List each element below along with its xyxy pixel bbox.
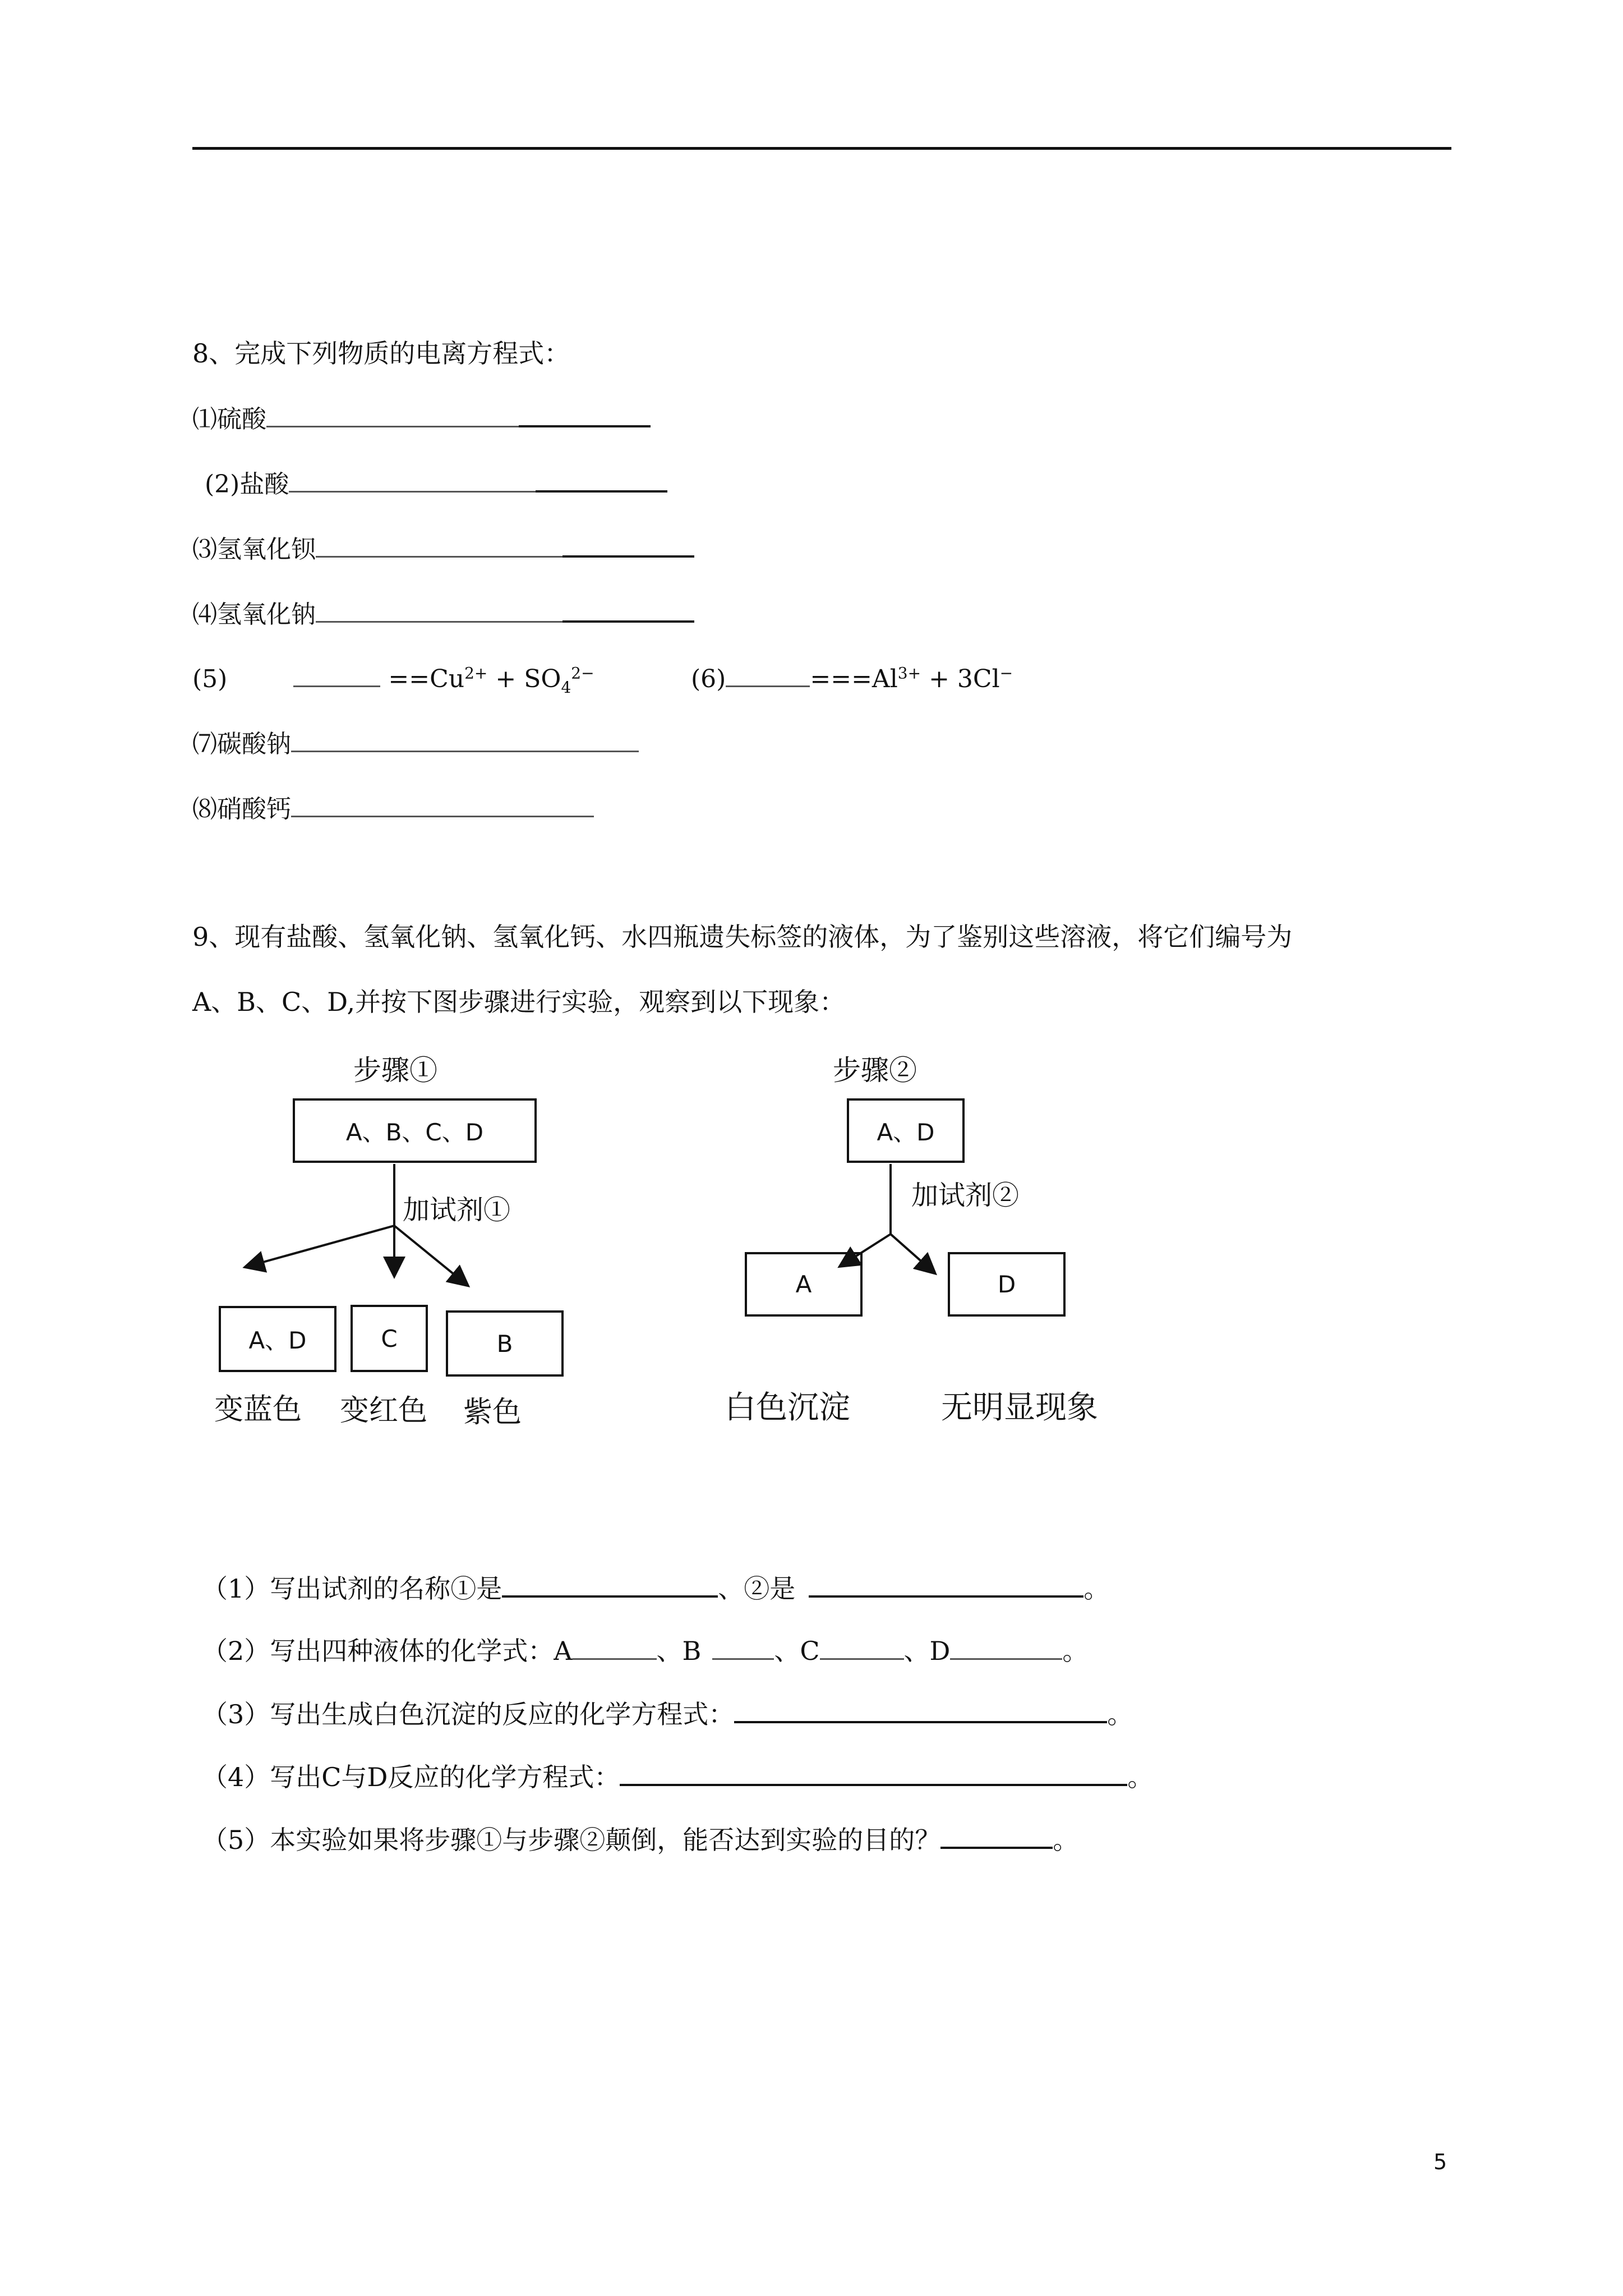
step2-box: A、D — [847, 1098, 965, 1163]
q8-item-6: $(6) ===Al^{3+} + 3Cl^-$ — [691, 661, 1013, 696]
answer-blank[interactable] — [950, 1634, 1062, 1660]
box-b: B — [446, 1310, 564, 1377]
page-number: 5 — [1433, 2150, 1447, 2174]
q9-sub-3: （3）写出生成白色沉淀的反应的化学方程式： 。 — [202, 1696, 1133, 1731]
q9-title-line2: A、B、C、D,并按下图步骤进行实验，观察到以下现象： — [192, 987, 846, 1017]
answer-blank[interactable] — [820, 1634, 904, 1660]
q8-item-3: ⑶氢氧化钡 — [192, 531, 694, 567]
q8-item-1: ⑴硫酸 — [192, 401, 651, 436]
arrow-to-a — [841, 1234, 891, 1266]
answer-blank[interactable] — [712, 1634, 774, 1660]
q8-item-4: ⑷氢氧化钠 — [192, 596, 694, 632]
arrow-to-b — [394, 1226, 467, 1285]
q9-sub-5: （5）本实验如果将步骤①与步骤②颠倒，能否达到实验的目的？ 。 — [202, 1822, 1078, 1857]
q9-title-line1: 9、现有盐酸、氢氧化钠、氢氧化钙、水四瓶遗失标签的液体，为了鉴别这些溶液，将它们编号为 — [192, 922, 1293, 952]
q9-sub-4: （4）写出C与D反应的化学方程式： 。 — [202, 1759, 1153, 1794]
box-d: D — [948, 1252, 1066, 1317]
q9-sub-1: （1）写出试剂的名称①是 、②是 。 — [202, 1571, 1109, 1605]
box-c: C — [351, 1305, 428, 1372]
q8-item-7: ⑺碳酸钠 — [192, 726, 639, 761]
step2-label: 步骤② — [833, 1054, 917, 1087]
q8-item-8: ⑻硝酸钙 — [192, 791, 594, 826]
step1-box: A、B、C、D — [293, 1098, 537, 1163]
step1-label: 步骤① — [353, 1054, 437, 1087]
answer-blank[interactable] — [620, 1759, 1127, 1786]
step1-reagent-label: 加试剂① — [403, 1194, 511, 1226]
answer-blank[interactable] — [502, 1571, 718, 1598]
obs-turns-red: 变红色 — [340, 1394, 428, 1428]
step2-reagent-label: 加试剂② — [911, 1180, 1020, 1211]
q8-item-2: (2)盐酸 — [205, 466, 667, 501]
answer-blank[interactable] — [940, 1822, 1053, 1849]
answer-blank[interactable] — [734, 1696, 1107, 1723]
arrow-to-d — [891, 1234, 934, 1272]
answer-blank[interactable] — [573, 1634, 657, 1660]
obs-no-visible-change: 无明显现象 — [941, 1389, 1098, 1426]
obs-turns-blue: 变蓝色 — [214, 1393, 302, 1427]
obs-purple: 紫色 — [463, 1396, 522, 1429]
box-a: A — [745, 1252, 863, 1317]
q8-item-5: $(5) ==Cu^{2+} + SO_4^{2-}$ — [192, 661, 594, 696]
box-a-d: A、D — [219, 1306, 336, 1372]
answer-blank[interactable] — [809, 1571, 1083, 1598]
q8-title: 8、完成下列物质的电离方程式： — [192, 338, 570, 369]
obs-white-precipitate: 白色沉淀 — [725, 1389, 850, 1426]
q9-sub-2: （2）写出四种液体的化学式：A 、B 、C 、D 。 — [202, 1634, 1088, 1668]
arrow-to-a-d — [247, 1226, 394, 1267]
